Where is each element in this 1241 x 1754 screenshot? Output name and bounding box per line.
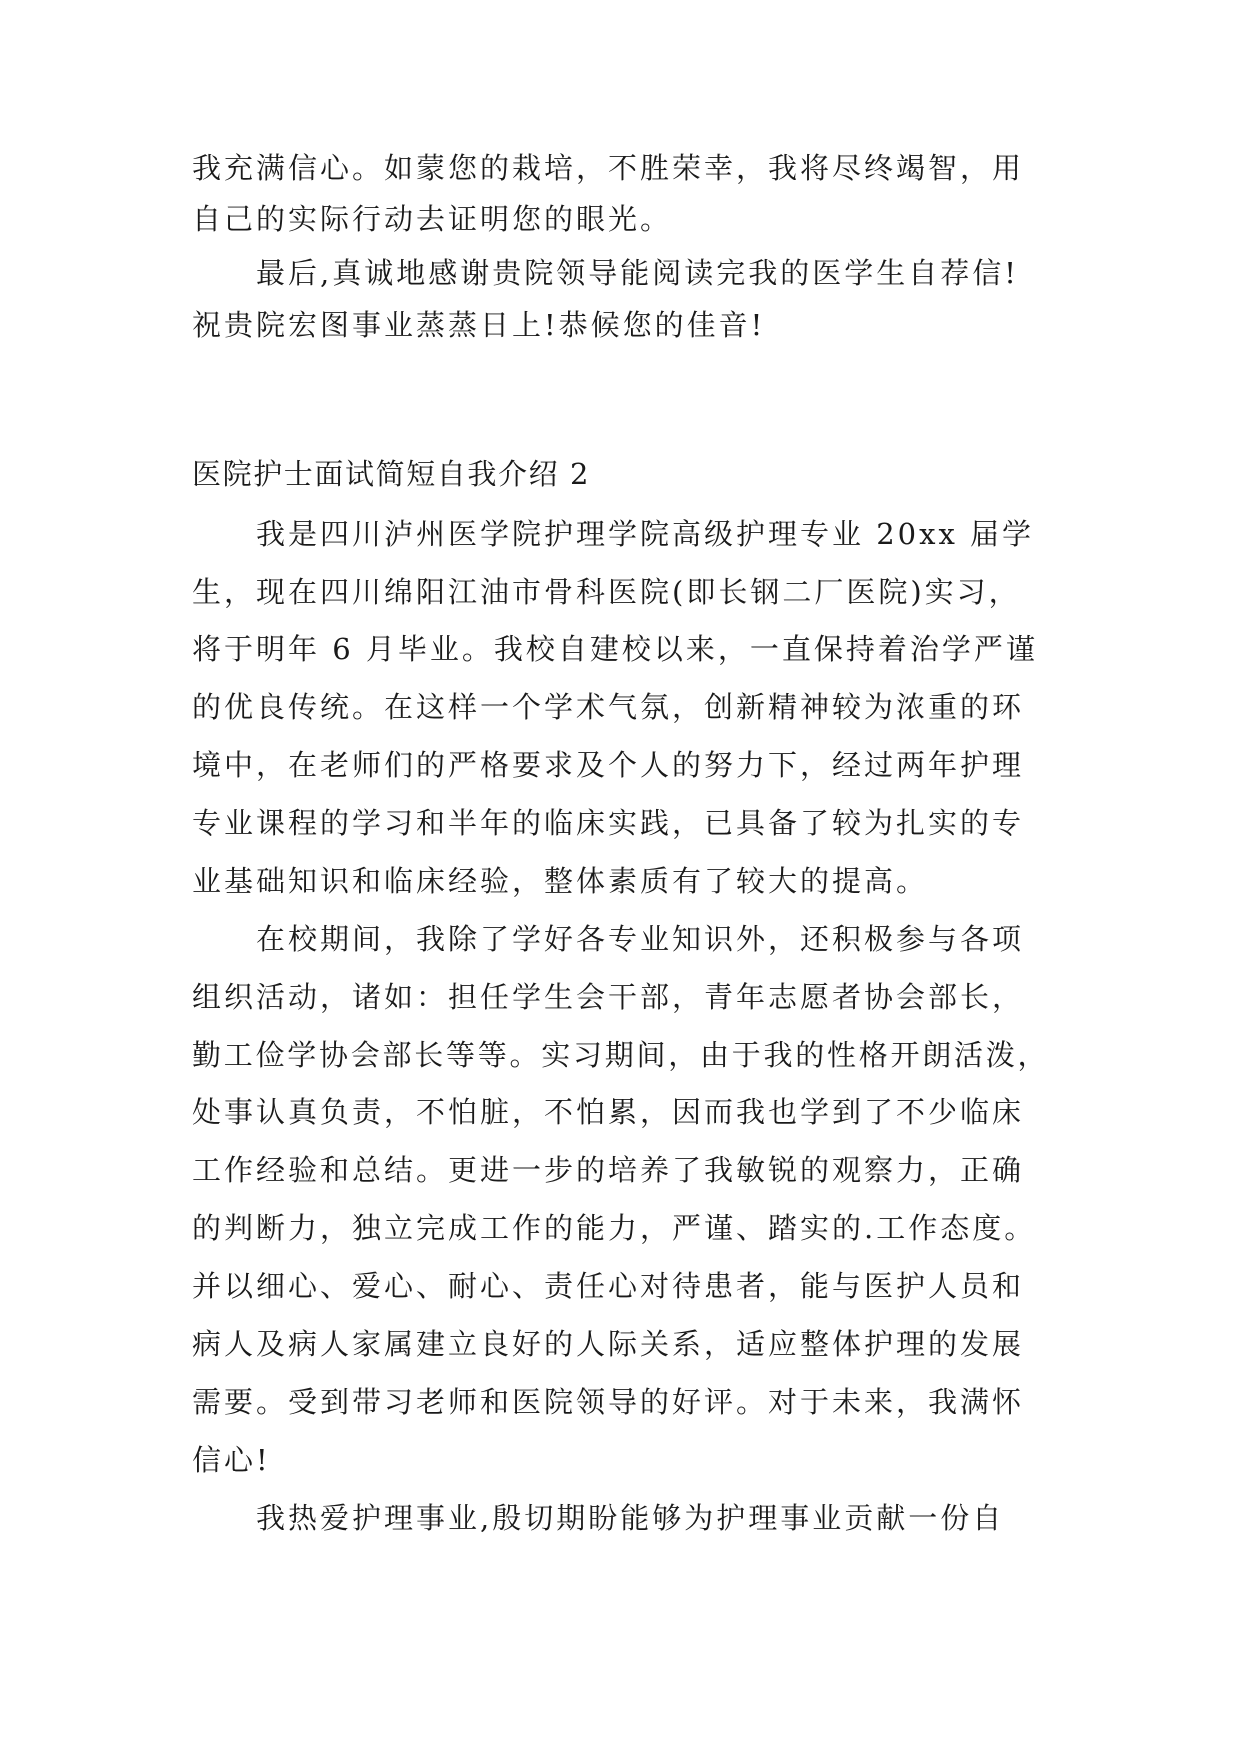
text-line: 信心! xyxy=(192,1443,271,1477)
text-line: 生，现在四川绵阳江油市骨科医院(即长钢二厂医院)实习， xyxy=(192,575,1021,609)
text-line: 最后,真诚地感谢贵院领导能阅读完我的医学生自荐信! xyxy=(192,256,1019,290)
text-line: 在校期间，我除了学好各专业知识外，还积极参与各项 xyxy=(192,922,1025,956)
section-heading: 医院护士面试简短自我介绍 2 xyxy=(192,457,591,491)
text-line: 业基础知识和临床经验，整体素质有了较大的提高。 xyxy=(192,864,929,898)
text-line: 病人及病人家属建立良好的人际关系，适应整体护理的发展 xyxy=(192,1327,1025,1361)
text-line: 工作经验和总结。更进一步的培养了我敏锐的观察力，正确 xyxy=(192,1153,1025,1187)
text-line: 将于明年 6 月毕业。我校自建校以来，一直保持着治学严谨 xyxy=(192,632,1038,666)
text-line: 我充满信心。如蒙您的栽培，不胜荣幸，我将尽终竭智，用 xyxy=(192,151,1025,185)
text-line: 需要。受到带习老师和医院领导的好评。对于未来，我满怀 xyxy=(192,1385,1025,1419)
text-line: 的判断力，独立完成工作的能力，严谨、踏实的.工作态度。 xyxy=(192,1211,1037,1245)
text-line: 我是四川泸州医学院护理学院高级护理专业 20xx 届学 xyxy=(192,517,1035,551)
text-line: 境中，在老师们的严格要求及个人的努力下，经过两年护理 xyxy=(192,748,1025,782)
text-line: 组织活动，诸如：担任学生会干部，青年志愿者协会部长， xyxy=(192,980,1025,1014)
text-line: 勤工俭学协会部长等等。实习期间，由于我的性格开朗活泼， xyxy=(192,1038,1050,1072)
text-line: 的优良传统。在这样一个学术气氛，创新精神较为浓重的环 xyxy=(192,690,1025,724)
text-line: 祝贵院宏图事业蒸蒸日上!恭候您的佳音! xyxy=(192,308,766,342)
text-line: 并以细心、爱心、耐心、责任心对待患者，能与医护人员和 xyxy=(192,1269,1025,1303)
text-line: 处事认真负责，不怕脏，不怕累，因而我也学到了不少临床 xyxy=(192,1095,1025,1129)
text-line: 自己的实际行动去证明您的眼光。 xyxy=(192,202,673,236)
text-line: 我热爱护理事业,殷切期盼能够为护理事业贡献一份自 xyxy=(192,1501,1005,1535)
text-line: 专业课程的学习和半年的临床实践，已具备了较为扎实的专 xyxy=(192,806,1025,840)
